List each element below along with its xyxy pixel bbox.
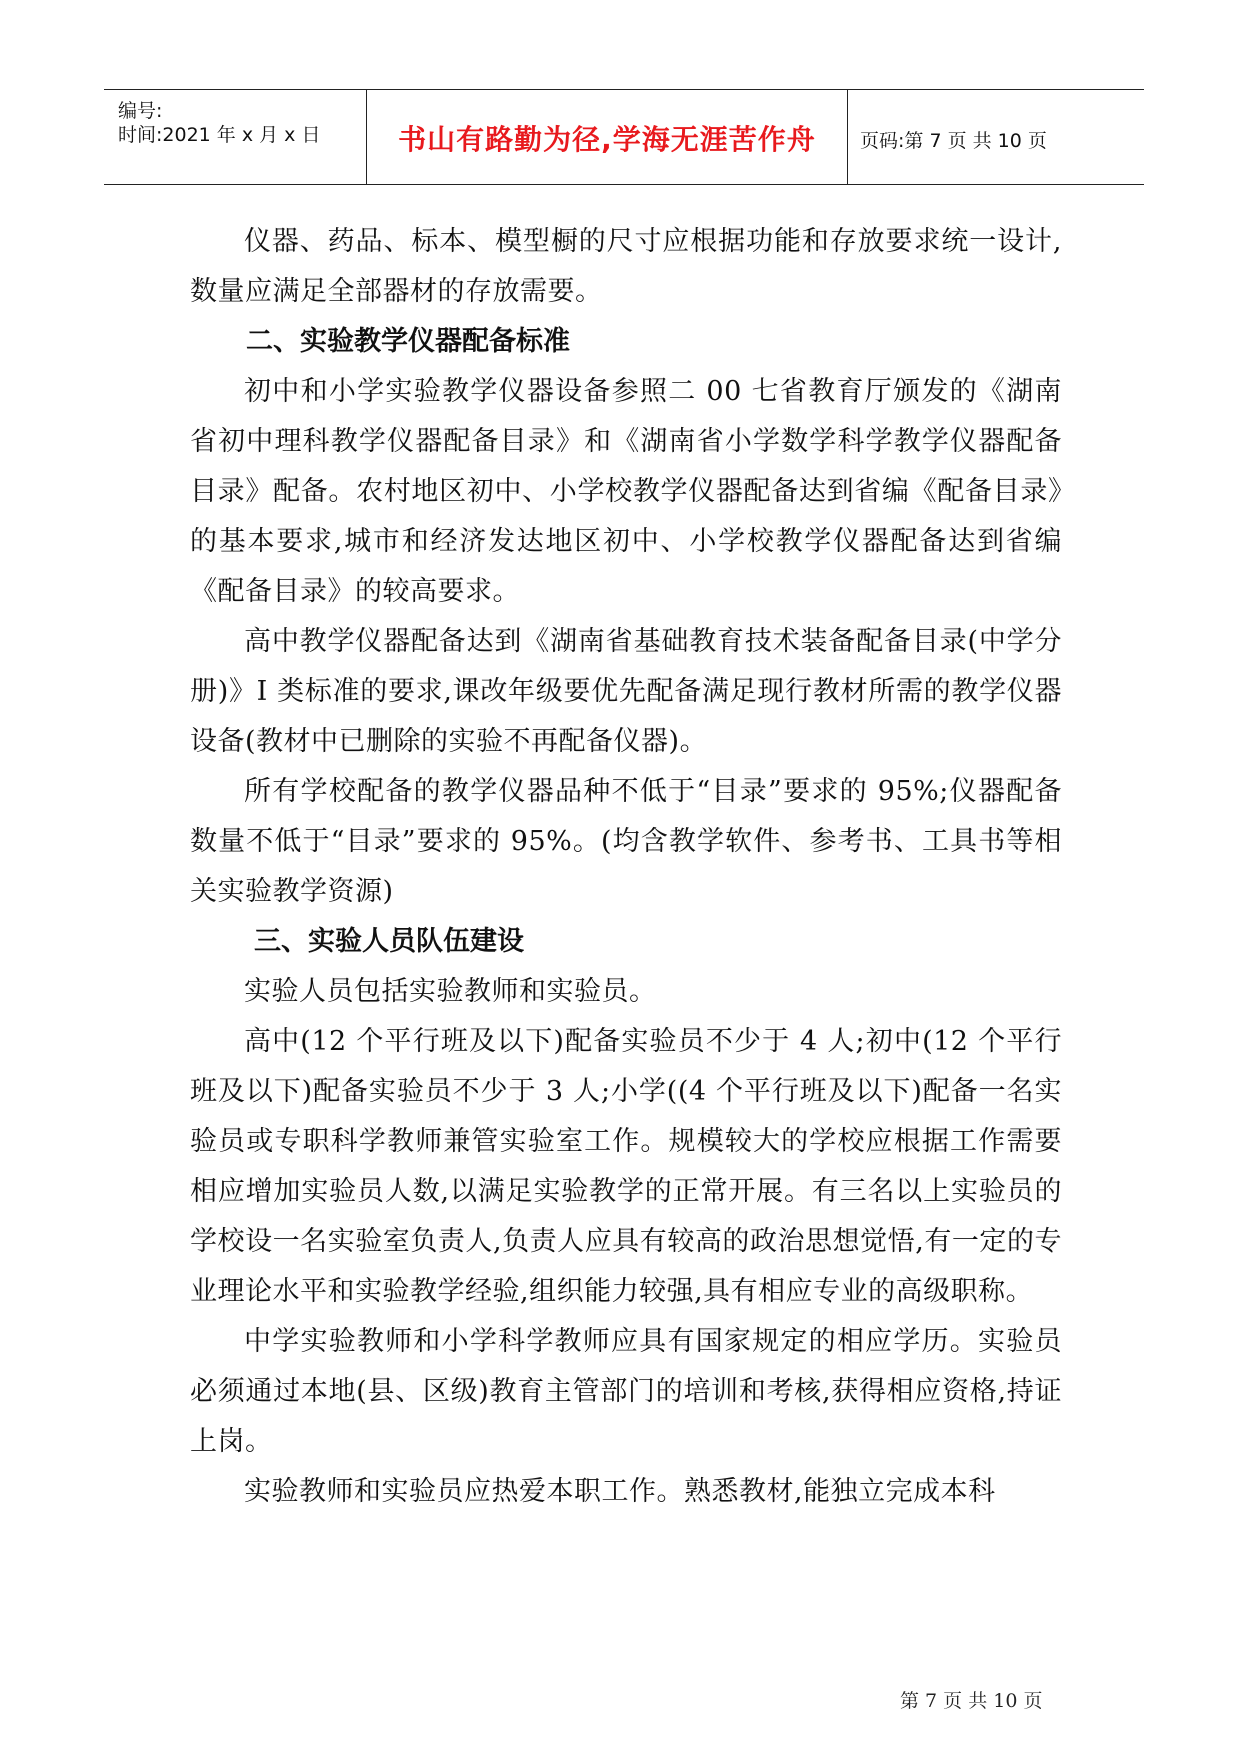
paragraph-cabinets: 仪器、药品、标本、模型橱的尺寸应根据功能和存放要求统一设计,数量应满足全部器材的存放需要。 <box>190 226 1062 307</box>
section-heading-equipment-standard: 二、实验教学仪器配备标准 <box>246 326 570 357</box>
header-motto: 书山有路勤为径,学海无涯苦作舟 <box>398 123 816 156</box>
paragraph-staff-definition: 实验人员包括实验教师和实验员。 <box>244 976 657 1007</box>
section-heading-staff: 三、实验人员队伍建设 <box>254 926 524 957</box>
document-body <box>190 217 1062 1517</box>
header-motto-cell <box>367 90 848 184</box>
header-page-cell <box>848 90 1144 184</box>
header-page-info: 页码:第 7 页 共 10 页 <box>860 130 1047 152</box>
paragraph-staff-numbers: 高中(12 个平行班及以下)配备实验员不少于 4 人;初中(12 个平行班及以下)配备实验员不少于 3 人;小学((4 个平行班及以下)配备一名实验员或专职科学教师兼管实验室工作。规模较大的学校应根据工作需要相应增加实验员人数,以满足实验教学的正常开展。有三名以上实验员的学校设一名实验室负责人,负责人应具有较高的政治思想觉悟,有一定的专业理论水平和实验教学经验,组织能力较强,具有相应专业的高级职称。 <box>190 1026 1062 1307</box>
header-meta-cell <box>104 90 367 184</box>
paragraph-staff-qualification: 中学实验教师和小学科学教师应具有国家规定的相应学历。实验员必须通过本地(县、区级)教育主管部门的培训和考核,获得相应资格,持证上岗。 <box>190 1326 1062 1457</box>
paragraph-equipment-ratio: 所有学校配备的教学仪器品种不低于“目录”要求的 95%;仪器配备数量不低于“目录”要求的 95%。(均含教学软件、参考书、工具书等相关实验教学资源) <box>190 776 1062 907</box>
document-number-label: 编号: <box>118 100 163 122</box>
page-footer: 第 7 页 共 10 页 <box>900 1690 1043 1712</box>
paragraph-junior-primary-equipment: 初中和小学实验教学仪器设备参照二 00 七省教育厅颁发的《湖南省初中理科教学仪器配备目录》和《湖南省小学数学科学教学仪器配备目录》配备。农村地区初中、小学校教学仪器配备达到省编《配备目录》的基本要求,城市和经济发达地区初中、小学校教学仪器配备达到省编《配备目录》的较高要求。 <box>190 376 1062 607</box>
document-time-label: 时间:2021 年 x 月 x 日 <box>118 124 321 146</box>
header-table <box>104 89 1144 185</box>
paragraph-high-school-equipment: 高中教学仪器配备达到《湖南省基础教育技术装备配备目录(中学分册)》I 类标准的要求,课改年级要优先配备满足现行教材所需的教学仪器设备(教材中已删除的实验不再配备仪器)。 <box>190 626 1062 757</box>
paragraph-staff-duties: 实验教师和实验员应热爱本职工作。熟悉教材,能独立完成本科 <box>244 1476 996 1507</box>
